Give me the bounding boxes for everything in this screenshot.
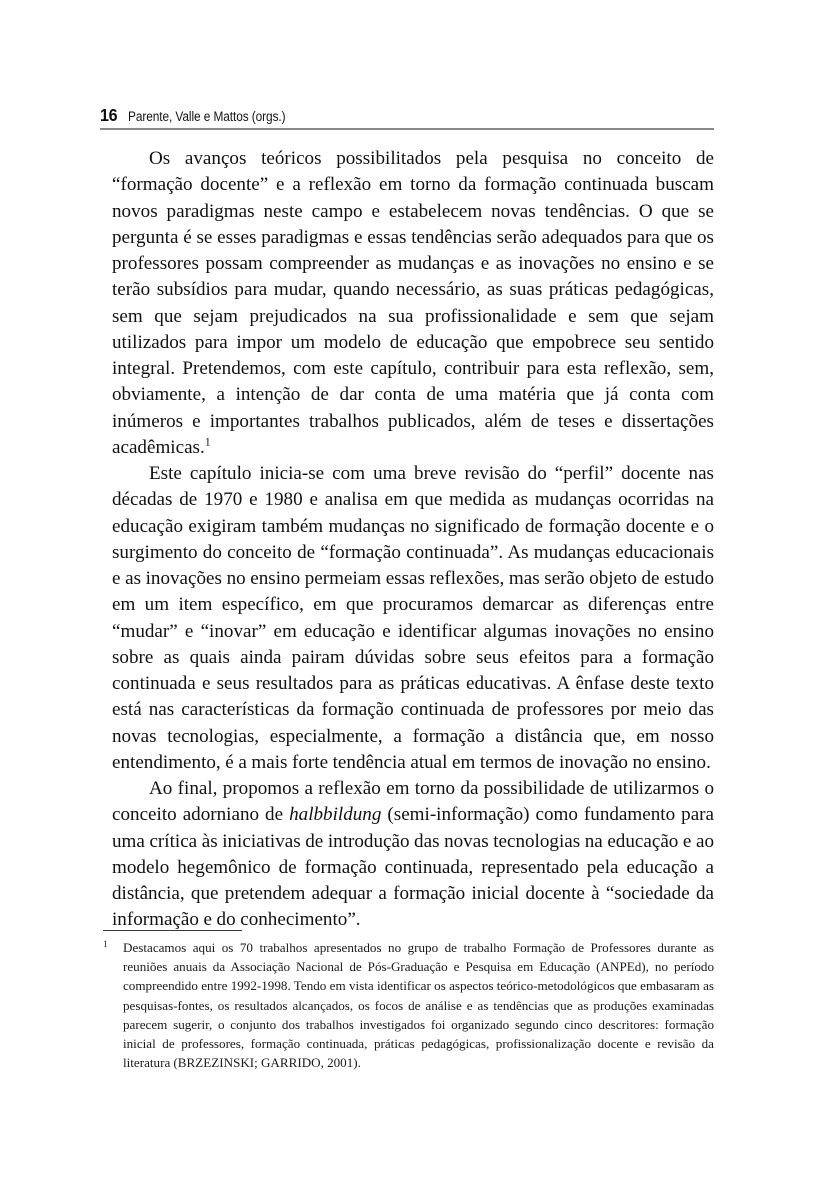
paragraph-3-text-part-2: (semi-informação) como fundamento para uma crítica às iniciativas de introdução das novas tecnologias na educação e ao modelo hegemônico de formação continuada, representado pela educação a distância, que pretendem adequar a formação inicial docente à “sociedade da informação e do conhecimento”. bbox=[112, 804, 715, 931]
footnote-reference-1[interactable]: 1 bbox=[204, 434, 211, 449]
paragraph-1-text: Os avanços teóricos possibilitados pela pesquisa no conceito de “formação docente” e a reflexão em torno da formação continuada buscam novos paradigmas neste campo e estabelecem novas tendências. O que se pergunta é se esses paradigmas e essas tendências serão adequados para que os professores possam compreender as mudanças e as inovações no ensino e se terão subsídios para mudar, quando necessário, as suas práticas pedagógicas, sem que sejam prejudicados na sua profissionalidade e sem que sejam utilizados para impor um modelo de educação que empobrece seu sentido integral. Pretendemos, com este capítulo, contribuir para esta reflexão, sem, obviamente, a intenção de dar conta de uma matéria que já conta com inúmeros e importantes trabalhos publicados, além de teses e dissertações acadêmicas. bbox=[112, 148, 714, 458]
paragraph-3-text-part-1: Ao final, propomos a reflexão em torno da possibilidade de utilizarmos o conceito adorniano de bbox=[112, 778, 714, 826]
paragraph-3 bbox=[112, 776, 714, 934]
body-text-block bbox=[112, 146, 714, 934]
footnote-separator-rule bbox=[103, 930, 242, 931]
italic-term-halbbildung: halbbildung bbox=[289, 804, 382, 826]
paragraph-2: Este capítulo inicia-se com uma breve revisão do “perfil” docente nas décadas de 1970 e 1980 e analisa em que medida as mudanças ocorridas na educação exigiram também mudanças no significado de formação docente e o surgimento do conceito de “formação continuada”. As mudanças educacionais e as inovações no ensino permeiam essas reflexões, mas serão objeto de estudo em um item específico, em que procuramos demarcar as diferenças entre “mudar” e “inovar” em educação e identificar algumas inovações no ensino sobre as quais ainda pairam dúvidas sobre seus efeitos para a formação continuada e seus resultados para as práticas educativas. A ênfase deste texto está nas características da formação continuada de professores por meio das novas tecnologias, especialmente, a formação a distância que, em nosso entendimento, é a mais forte tendência atual em termos de inovação no ensino. bbox=[112, 463, 714, 773]
running-head bbox=[100, 96, 714, 124]
page-number: 16 bbox=[100, 104, 118, 125]
footnote-marker-1: 1 bbox=[103, 938, 108, 949]
footnote-1 bbox=[103, 938, 714, 1072]
footnote-block bbox=[103, 938, 714, 1072]
footnote-1-text: Destacamos aqui os 70 trabalhos apresentados no grupo de trabalho Formação de Professores durante as reuniões anuais da Associação Nacional de Pós-Graduação e Pesquisa em Educação (ANPEd), no período compreendido entre 1992-1998. Tendo em vista identificar os aspectos teórico-metodológicos que embasaram as pesquisas-fontes, os resultados alcançados, os focos de análise e as tendências que as produções examinadas parecem sugerir, o conjunto dos trabalhos investigados foi organizado segundo cinco descritores: formação inicial de professores, formação continuada, práticas pedagógicas, profissionalização docente e revisão da literatura (BRZEZINSKI; GARRIDO, 2001). bbox=[123, 940, 714, 1071]
running-head-title: Parente, Valle e Mattos (orgs.) bbox=[127, 109, 286, 124]
running-head-rule bbox=[100, 128, 714, 130]
paragraph-1 bbox=[112, 146, 714, 461]
